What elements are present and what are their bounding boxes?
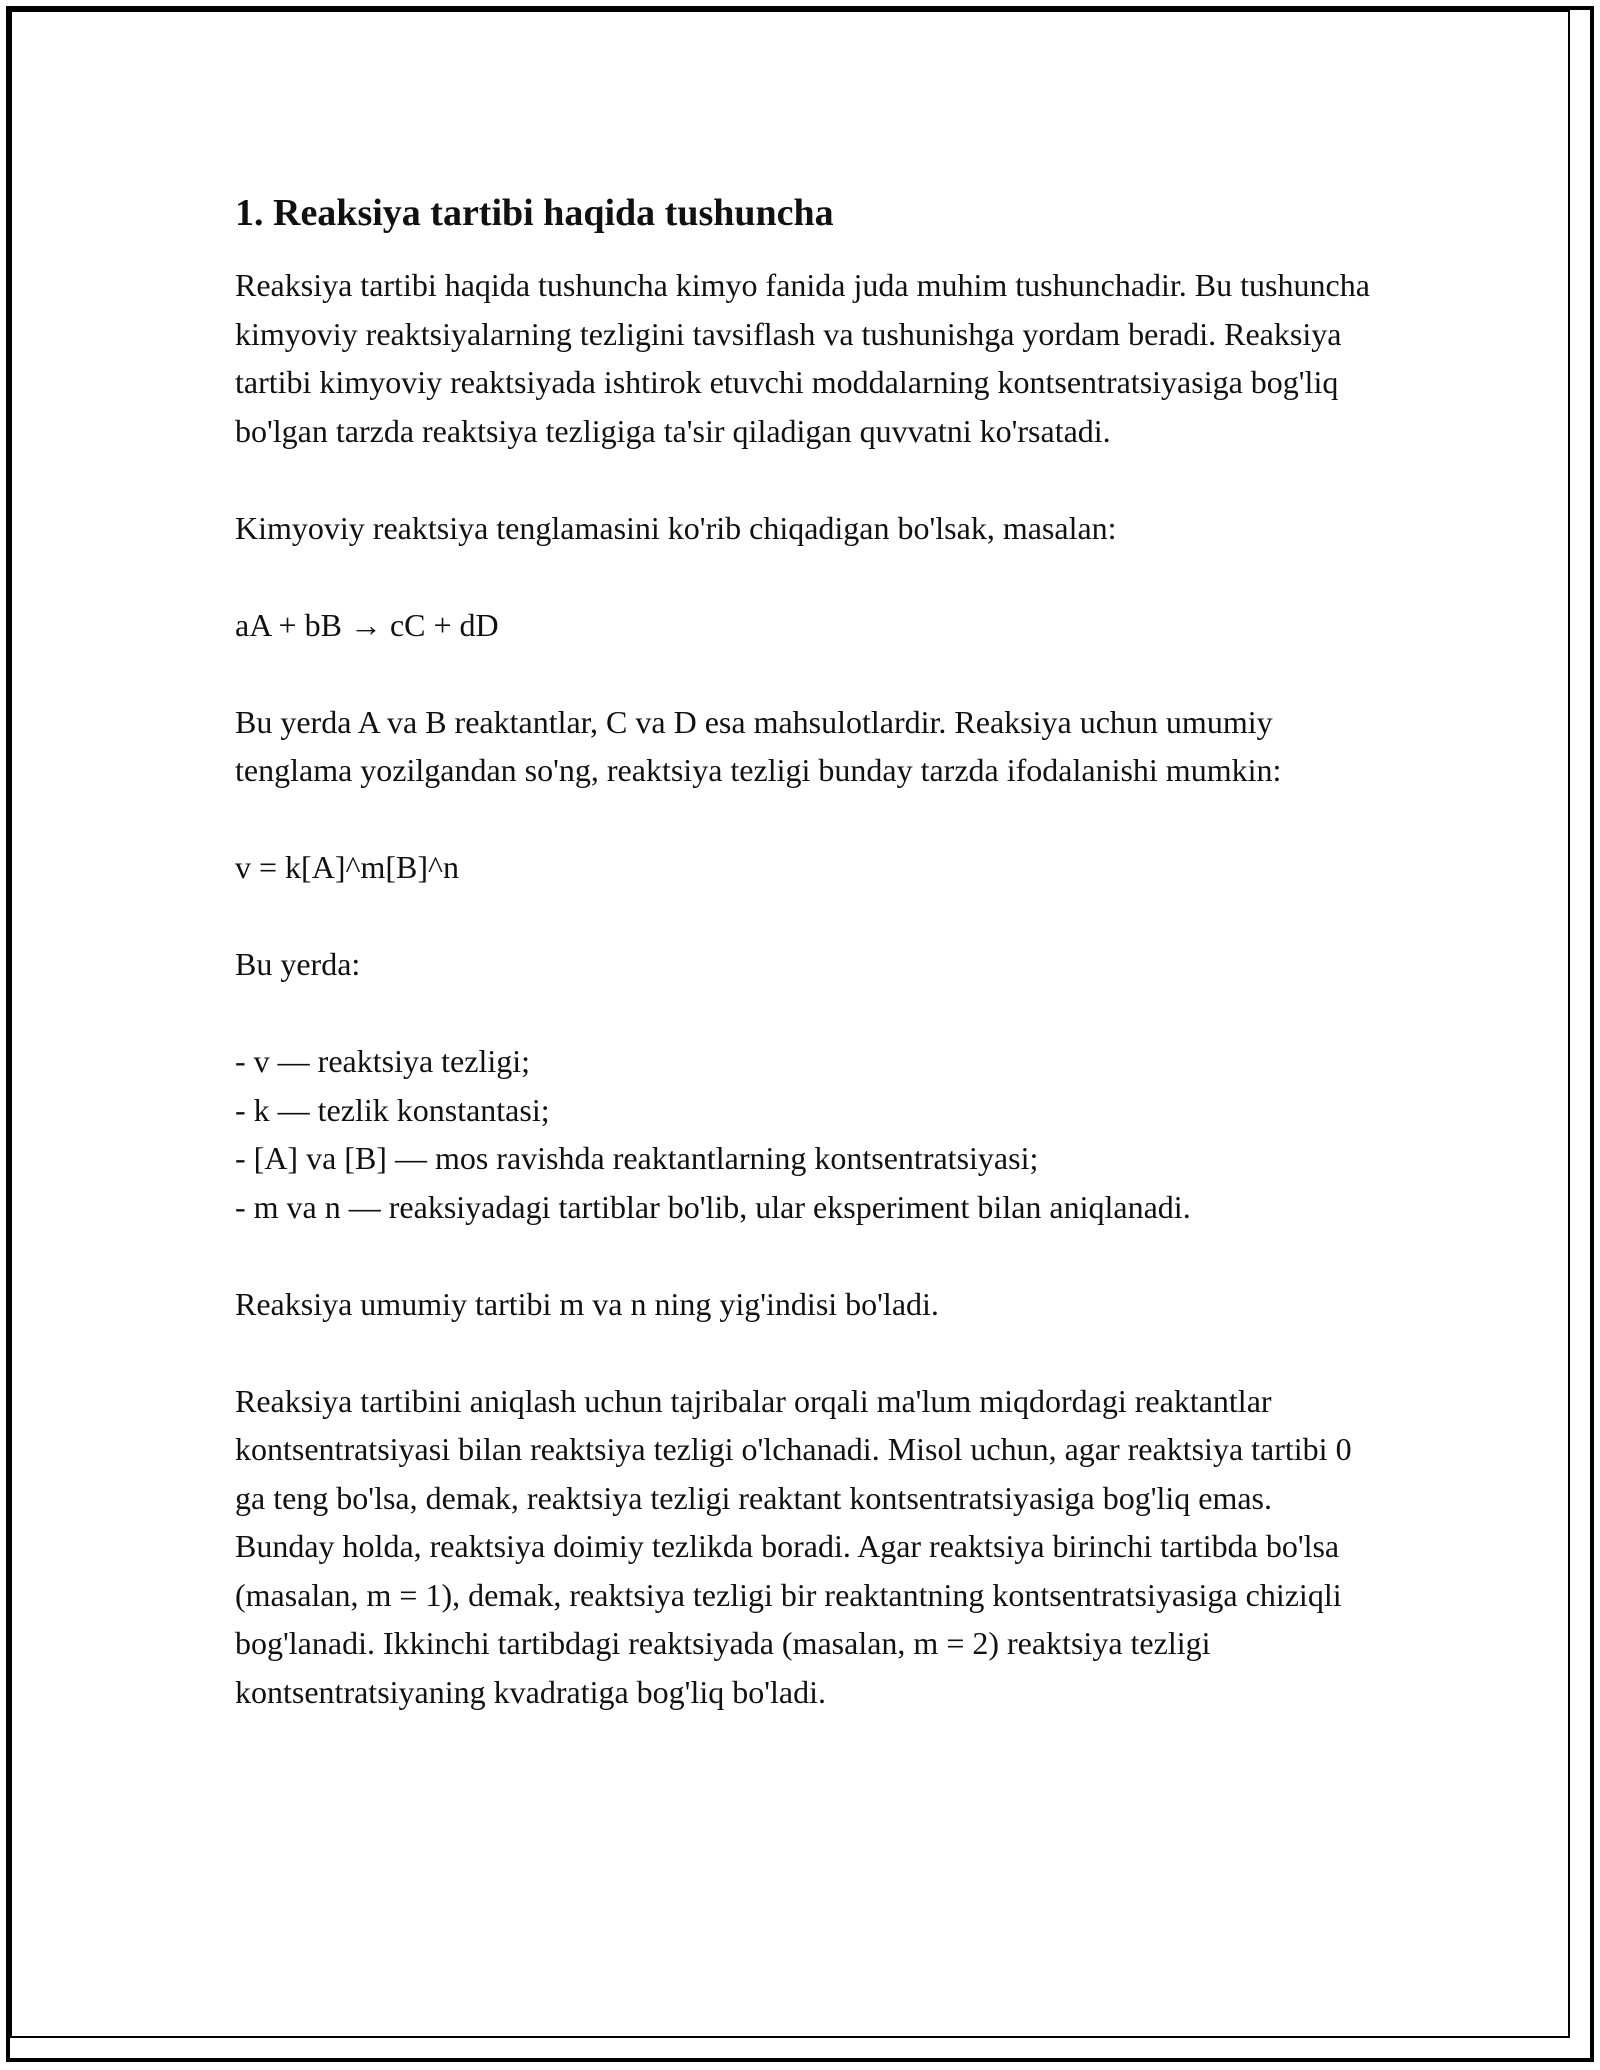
determination-paragraph: Reaksiya tartibini aniqlash uchun tajribalar orqali ma'lum miqdordagi reaktantlar kontsentratsiyasi bilan reaktsiya tezligi o'lchanadi. Misol uchun, agar reaktsiya tartibi 0 ga teng bo'lsa, demak, reaktsiya tezligi reaktant kontsentratsiyasiga bog'liq emas. Bunday holda, reaktsiya doimiy tezlikda boradi. Agar reaktsiya birinchi tartibda bo'lsa (masalan, m = 1), demak, reaktsiya tezligi bir reaktantning kontsentratsiyasiga chiziqli bog'lanadi. Ikkinchi tartibdagi reaktsiyada (masalan, m = 2) reaktsiya tezligi kontsentratsiyaning kvadratiga bog'liq bo'ladi. <box>235 1382 1352 1710</box>
term-item: - m va n — reaksiyadagi tartiblar bo'lib, ular eksperiment bilan aniqlanadi. <box>235 1188 1191 1225</box>
example-intro-paragraph: Kimyoviy reaktsiya tenglamasini ko'rib chiqadigan bo'lsak, masalan: <box>235 509 1117 546</box>
term-item: - [A] va [B] — mos ravishda reaktantlarning kontsentratsiyasi; <box>235 1140 1039 1176</box>
intro-paragraph: Reaksiya tartibi haqida tushuncha kimyo fanida juda muhim tushunchadir. Bu tushuncha kimyoviy reaktsiyalarning tezligini tavsiflash va tushunishga yordam beradi. Reaksiya tartibi kimyoviy reaktsiyada ishtirok etuvchi moddalarning kontsentratsiyasiga bog'liq bo'lgan tarzda reaktsiya tezligiga ta'sir qiladigan quvvatni ko'rsatadi. <box>235 267 1370 449</box>
overall-order-paragraph: Reaksiya umumiy tartibi m va n ning yig'indisi bo'ladi. <box>235 1285 939 1322</box>
where-label: Bu yerda: <box>235 946 361 982</box>
document-body <box>235 185 1375 1765</box>
rate-law-equation: v = k[A]^m[B]^n <box>235 849 460 885</box>
reaction-equation: aA + bB → cC + dD <box>235 606 499 643</box>
section-heading: 1. Reaksiya tartibi haqida tushuncha <box>235 192 834 234</box>
term-definition-list <box>235 1037 1375 1231</box>
explanation-paragraph: Bu yerda A va B reaktantlar, C va D esa mahsulotlardir. Reaksiya uchun umumiy tenglama yozilgandan so'ng, reaktsiya tezligi bunday tarzda ifodalanishi mumkin: <box>235 703 1282 788</box>
term-item: - v — reaktsiya tezligi; <box>235 1043 531 1079</box>
term-item: - k — tezlik konstantasi; <box>235 1091 550 1128</box>
